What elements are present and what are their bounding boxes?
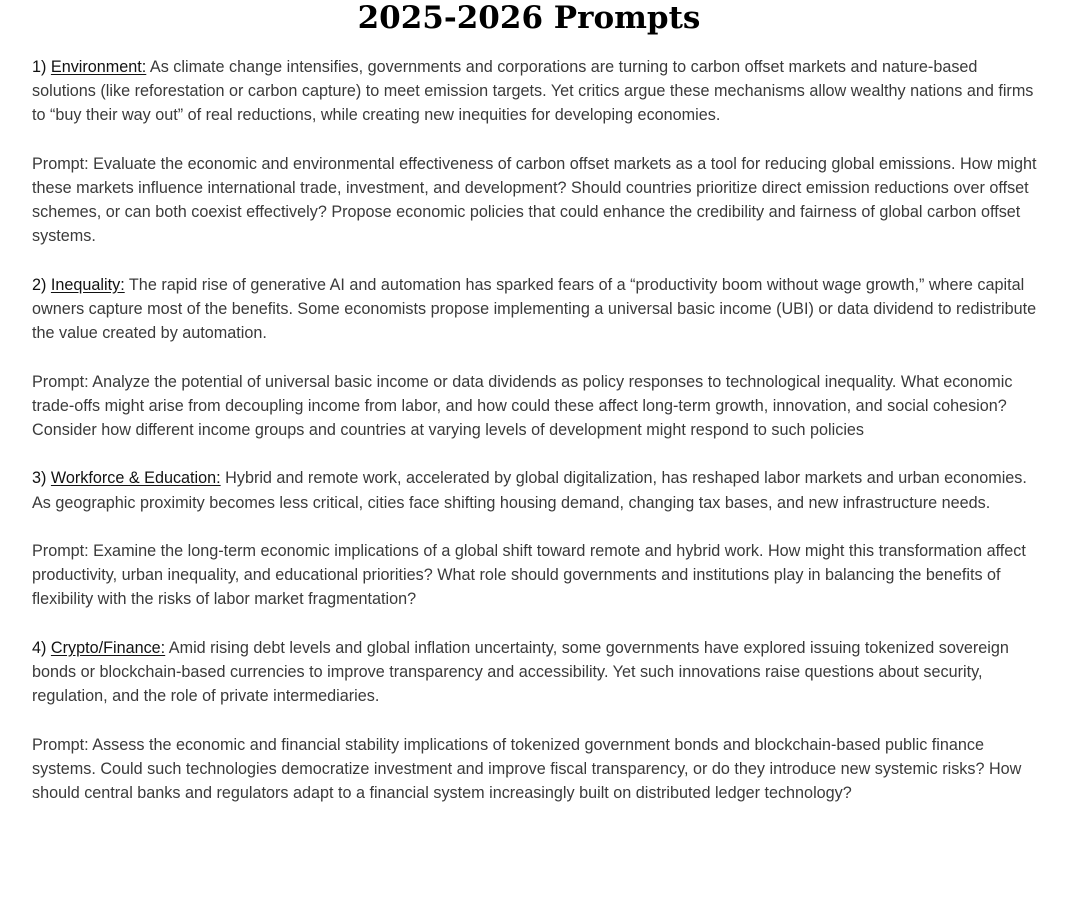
section-1-context-text: As climate change intensifies, governments and corporations are turning to carbon offset markets and nature-based solutions (like reforestation or carbon capture) to meet emission targets. Yet critics argue these mechanisms allow wealthy nations and firms to “buy their way out” of real reductions, while creating new inequities for developing economies. bbox=[32, 58, 1034, 125]
section-2-number: 2) bbox=[32, 275, 47, 294]
section-3-context bbox=[32, 466, 1042, 514]
section-3-number: 3) bbox=[32, 469, 47, 488]
section-1-topic: Environment: bbox=[50, 58, 147, 76]
section-1-number: 1) bbox=[32, 58, 47, 76]
section-4-context bbox=[32, 636, 1042, 709]
section-4-context-text: Amid rising debt levels and global inflation uncertainty, some governments have explored issuing tokenized sovereign bonds or blockchain-based currencies to improve transparency and accessibility. Yet such innovations raise questions about security, regulation, and the role of private intermediaries. bbox=[32, 638, 1009, 706]
section-3-context-text: Hybrid and remote work, accelerated by global digitalization, has reshaped labor markets and urban economies. As geographic proximity becomes less critical, cities face shifting housing demand, changing tax bases, and new infrastructure needs. bbox=[32, 469, 1027, 512]
section-4-number: 4) bbox=[32, 638, 47, 657]
section-1-prompt: Prompt: Evaluate the economic and environmental effectiveness of carbon offset markets as a tool for reducing global emissions. How might these markets influence international trade, investment, and development? Should countries prioritize direct emission reductions over offset schemes, or can both coexist effectively? Propose economic policies that could enhance the credibility and fairness of global carbon offset systems. bbox=[32, 154, 1037, 246]
section-4-topic: Crypto/Finance: bbox=[50, 638, 166, 657]
section-3-prompt: Prompt: Examine the long-term economic implications of a global shift toward remote and hybrid work. How might this transformation affect productivity, urban inequality, and educational priorities? What role should governments and institutions play in balancing the benefits of flexibility with the risks of labor market fragmentation? bbox=[32, 541, 1026, 609]
section-2-topic: Inequality: bbox=[50, 275, 125, 294]
section-2-context bbox=[32, 273, 1042, 346]
section-3-topic: Workforce & Education: bbox=[50, 469, 221, 488]
section-1-context bbox=[32, 55, 1042, 128]
page-title: 2025-2026 Prompts bbox=[357, 0, 701, 36]
section-2-context-text: The rapid rise of generative AI and automation has sparked fears of a “productivity boom without wage growth,” where capital owners capture most of the benefits. Some economists propose implementing a universal basic income (UBI) or data dividend to redistribute the value created by automation. bbox=[32, 275, 1037, 343]
section-4-prompt: Prompt: Assess the economic and financial stability implications of tokenized government bonds and blockchain-based public finance systems. Could such technologies democratize investment and improve fiscal transparency, or do they introduce new systemic risks? How should central banks and regulators adapt to a financial system increasingly built on distributed ledger technology? bbox=[32, 735, 1022, 802]
prompts-content bbox=[32, 55, 1042, 829]
section-2-prompt: Prompt: Analyze the potential of universal basic income or data dividends as policy responses to technological inequality. What economic trade-offs might arise from decoupling income from labor, and how could these affect long-term growth, innovation, and social cohesion? Consider how different income groups and countries at varying levels of development might respond to such policies bbox=[32, 372, 1013, 439]
